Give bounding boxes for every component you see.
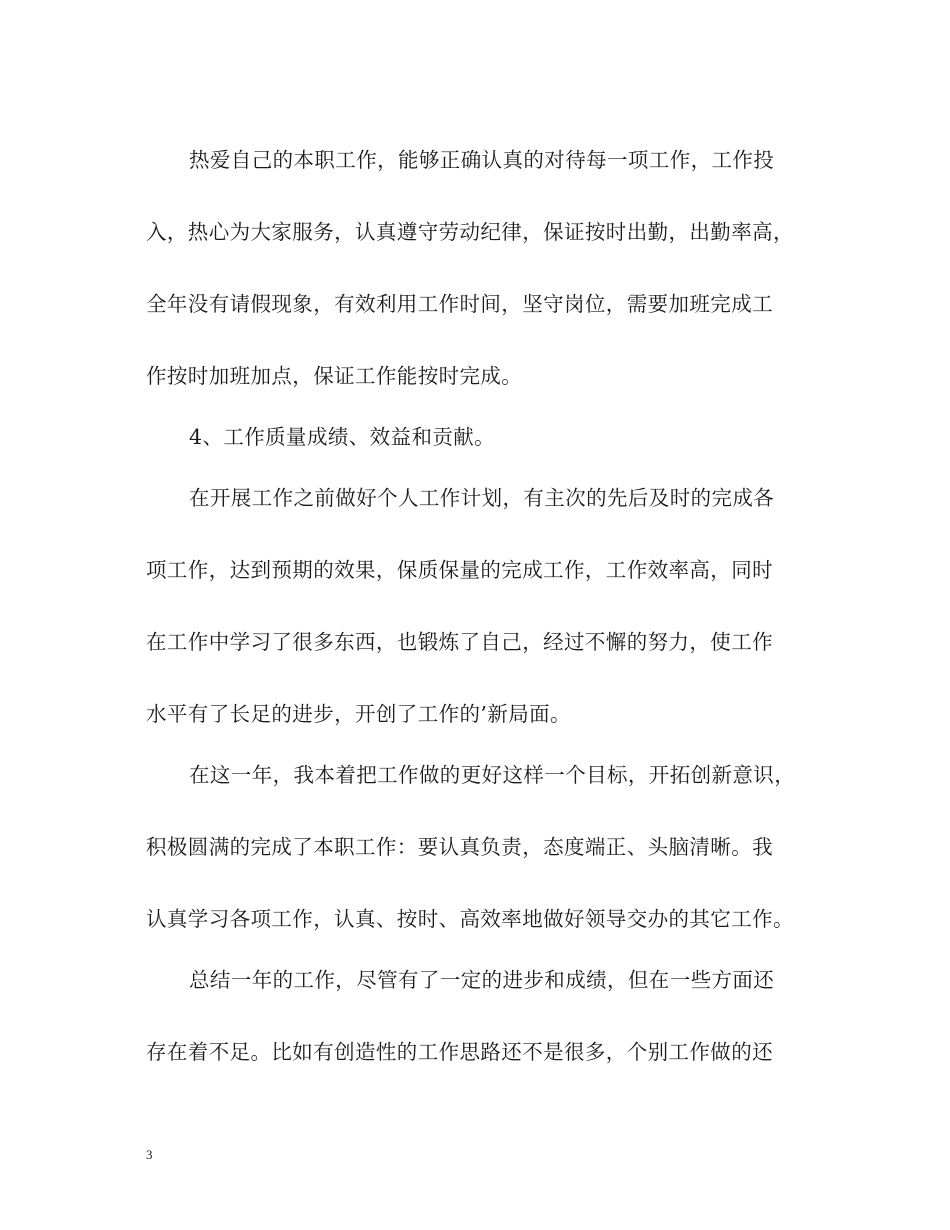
text-line: 认真学习各项工作，认真、按时、高效率地做好领导交办的其它工作。 xyxy=(146,907,794,931)
text-line: 作按时加班加点，保证工作能按时完成。 xyxy=(146,364,523,388)
text-line: 总结一年的工作，尽管有了一定的进步和成绩，但在一些方面还 xyxy=(189,968,775,992)
text-line: 入，热心为大家服务，认真遵守劳动纪律，保证按时出勤，出勤率高， xyxy=(146,220,794,244)
text-line: 热爱自己的本职工作，能够正确认真的对待每一项工作，工作投 xyxy=(189,148,775,172)
text-line: 存在着不足。比如有创造性的工作思路还不是很多，个别工作做的还 xyxy=(146,1040,773,1064)
text-line: 项工作，达到预期的效果，保质保量的完成工作，工作效率高，同时 xyxy=(146,558,773,582)
page-number: 3 xyxy=(146,1147,153,1162)
text-line: 在工作中学习了很多东西，也锻炼了自己，经过不懈的努力，使工作 xyxy=(146,630,773,654)
section-heading: 4、工作质量成绩、效益和贡献。 xyxy=(189,425,496,449)
text-line: 水平有了长足的进步，开创了工作的’新局面。 xyxy=(146,702,571,726)
text-line: 积极圆满的完成了本职工作：要认真负责，态度端正、头脑清晰。我 xyxy=(146,835,773,859)
text-line: 在开展工作之前做好个人工作计划，有主次的先后及时的完成各 xyxy=(189,486,775,510)
text-line: 在这一年，我本着把工作做的更好这样一个目标，开拓创新意识， xyxy=(189,763,796,787)
text-line: 全年没有请假现象，有效利用工作时间，坚守岗位，需要加班完成工 xyxy=(146,292,773,316)
